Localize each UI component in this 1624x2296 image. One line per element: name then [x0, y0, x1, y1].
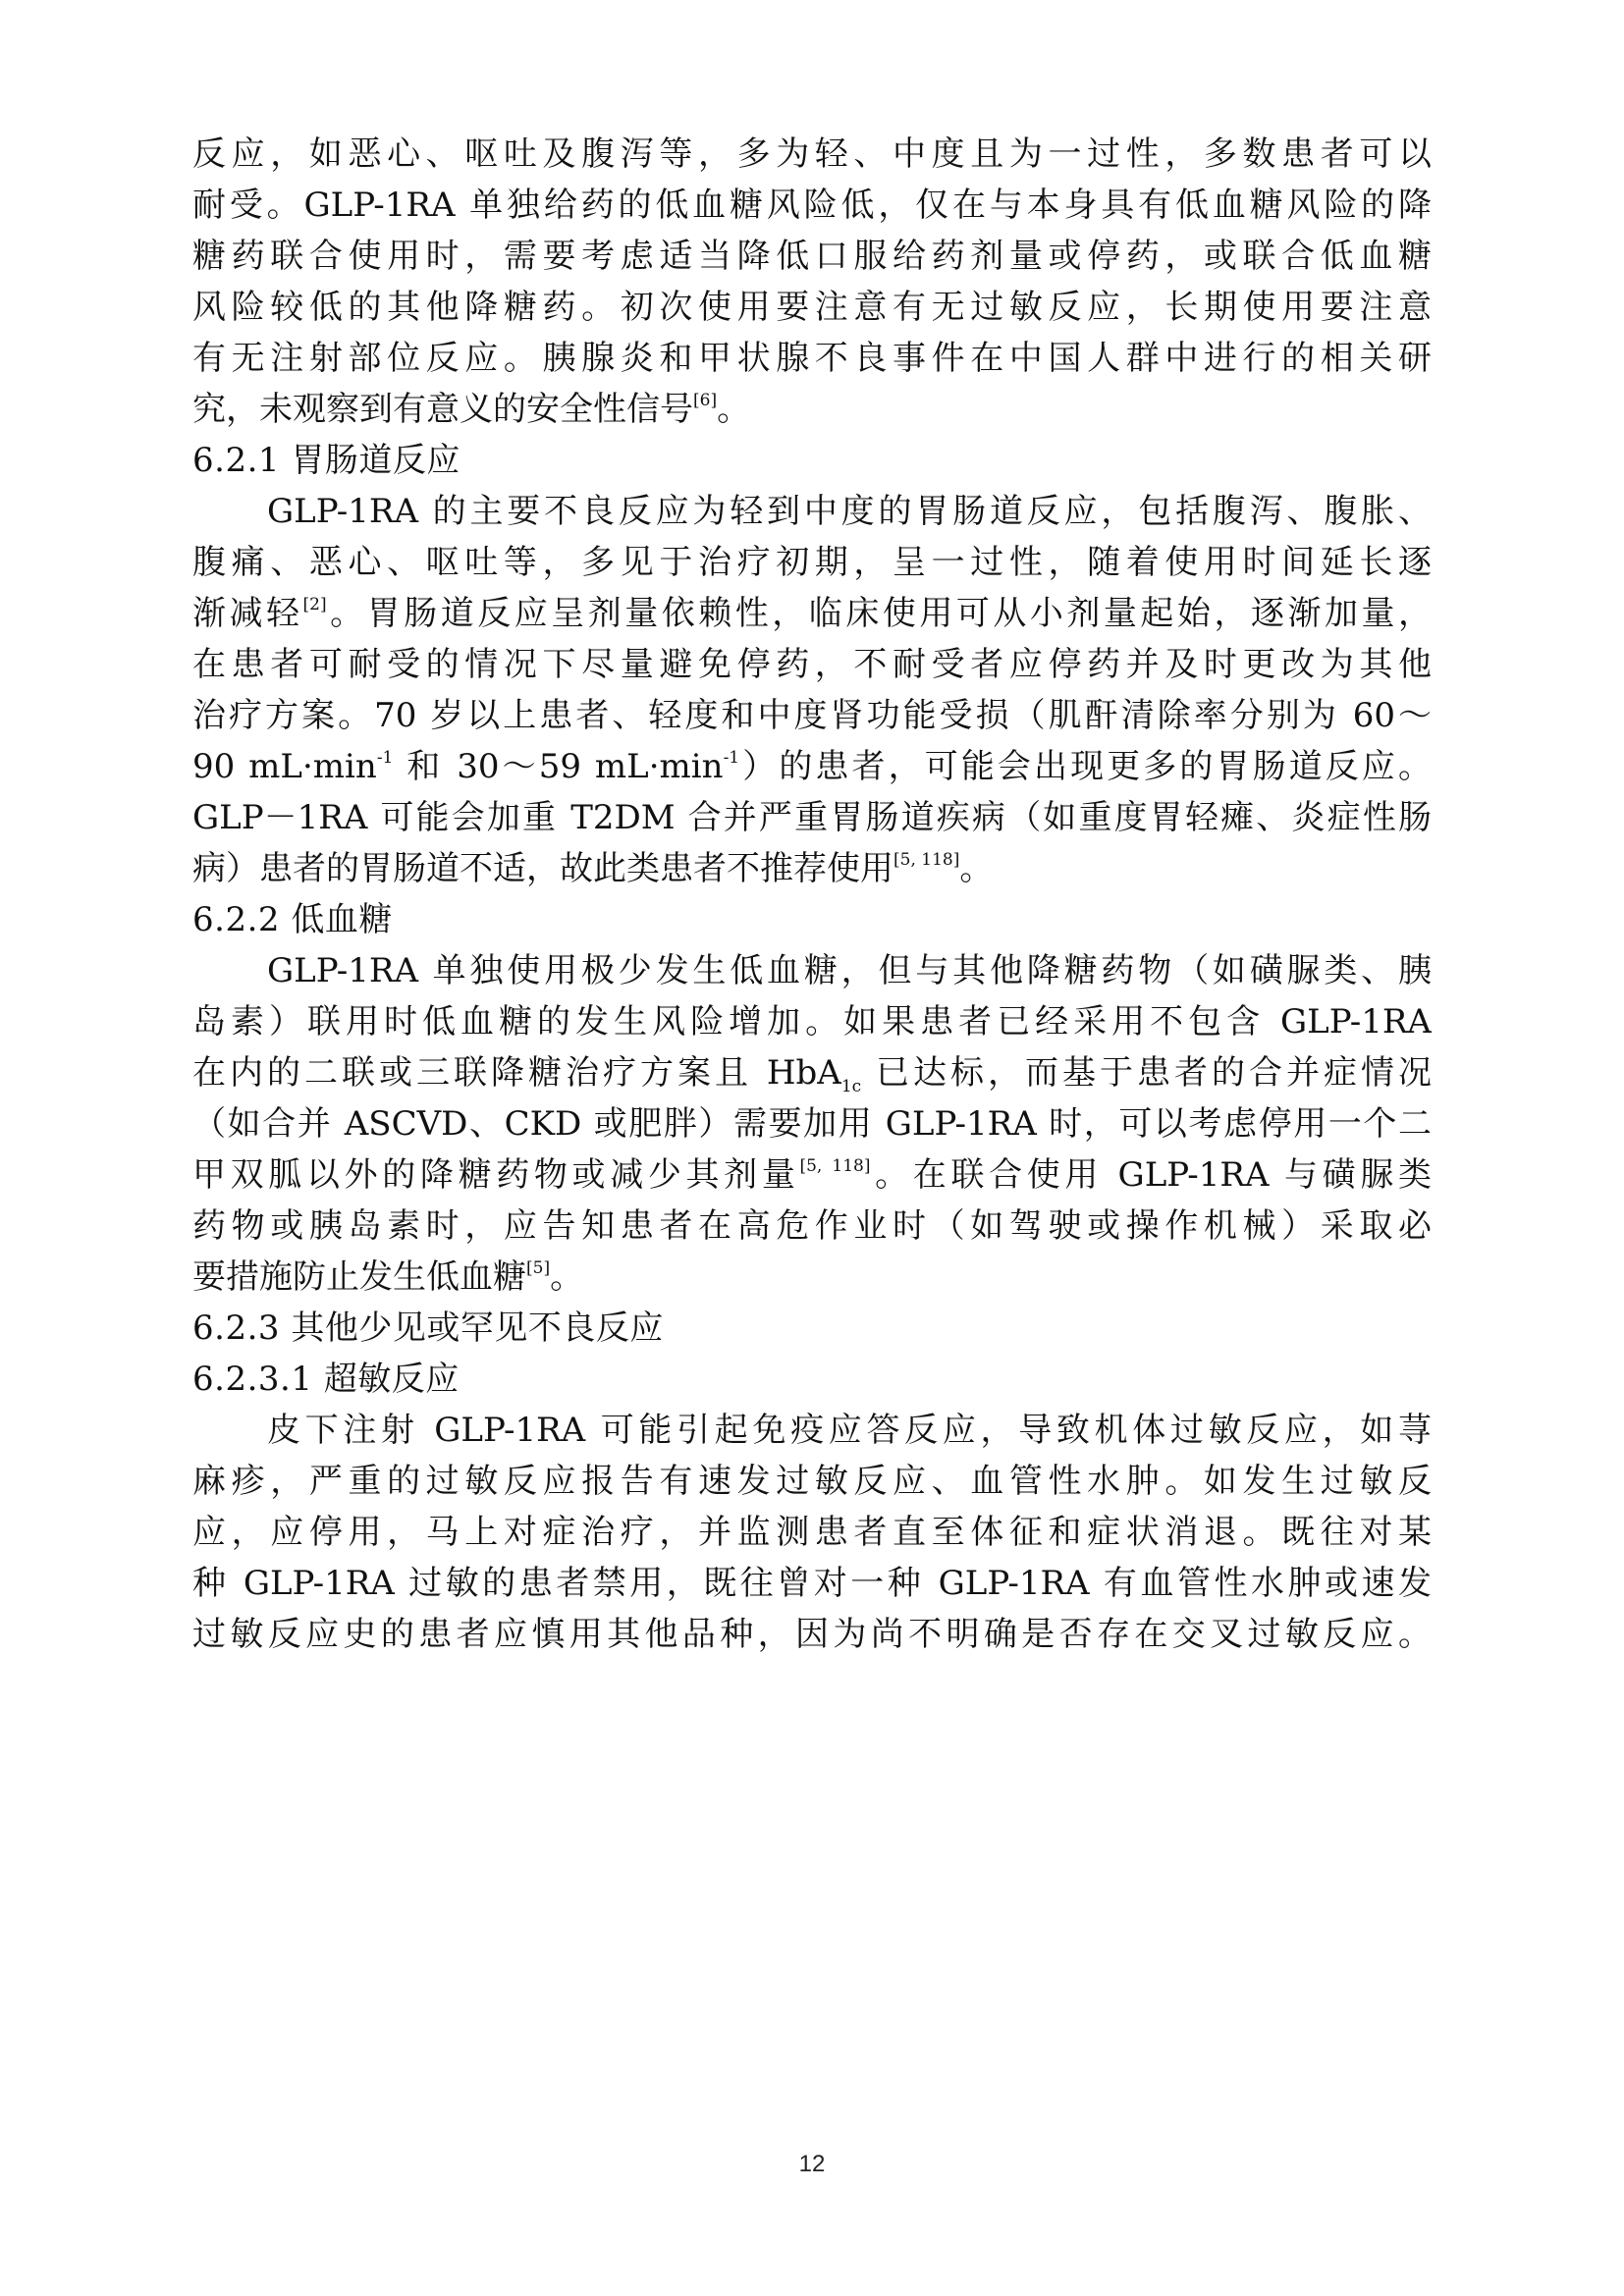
line-text: 。: [717, 390, 751, 429]
line-text: 要措施防止发生低血糖: [192, 1257, 526, 1297]
line-text: ）的患者，可能会出现更多的胃肠道反应。: [739, 747, 1432, 786]
citation: [6]: [693, 390, 718, 410]
line-text: 究，未观察到有意义的安全性信号: [192, 390, 693, 429]
line-text: 种 GLP-1RA 过敏的患者禁用，既往曾对一种 GLP-1RA 有血管性水肿或速发: [192, 1564, 1432, 1603]
line-text: 治疗方案。70 岁以上患者、轻度和中度肾功能受损（肌酐清除率分别为 60～: [192, 696, 1432, 735]
subscript: 1c: [840, 1076, 862, 1096]
citation: [5, 118]: [893, 849, 960, 870]
line-text: GLP-1RA 的主要不良反应为轻到中度的胃肠道反应，包括腹泻、腹胀、: [267, 492, 1432, 531]
line-text: 。: [550, 1257, 584, 1297]
line-text: 糖药联合使用时，需要考虑适当降低口服给药剂量或停药，或联合低血糖: [192, 237, 1432, 276]
line-text: 甲双胍以外的降糖药物或减少其剂量: [192, 1155, 800, 1195]
line-text: 病）患者的胃肠道不适，故此类患者不推荐使用: [192, 849, 893, 888]
line-text: 在内的二联或三联降糖治疗方案且 HbA: [192, 1053, 841, 1093]
line-text: 岛素）联用时低血糖的发生风险增加。如果患者已经采用不包含 GLP-1RA: [192, 1002, 1432, 1041]
line-text: 应，应停用，马上对症治疗，并监测患者直至体征和症状消退。既往对某: [192, 1513, 1432, 1552]
exponent: -1: [376, 747, 394, 768]
line-text: 耐受。GLP-1RA 单独给药的低血糖风险低，仅在与本身具有低血糖风险的降: [192, 186, 1432, 225]
line-text: 。在联合使用 GLP-1RA 与磺脲类: [870, 1155, 1432, 1195]
line-text: GLP-1RA 单独使用极少发生低血糖，但与其他降糖药物（如磺脲类、胰: [267, 951, 1432, 990]
line-text: 。: [959, 849, 994, 888]
line-text: （如合并 ASCVD、CKD 或肥胖）需要加用 GLP-1RA 时，可以考虑停用一个二: [192, 1104, 1432, 1144]
exponent: -1: [723, 747, 740, 768]
line-text: 。胃肠道反应呈剂量依赖性，临床使用可从小剂量起始，逐渐加量，: [326, 594, 1432, 633]
heading-text: 6.2.1 胃肠道反应: [192, 441, 460, 480]
heading-text: 6.2.2 低血糖: [192, 900, 393, 939]
page-number: 12: [798, 2151, 826, 2177]
line-text: 皮下注射 GLP-1RA 可能引起免疫应答反应，导致机体过敏反应，如荨: [267, 1411, 1432, 1450]
line-text: 在患者可耐受的情况下尽量避免停药，不耐受者应停药并及时更改为其他: [192, 645, 1432, 684]
heading-text: 6.2.3 其他少见或罕见不良反应: [192, 1308, 664, 1348]
citation: [5]: [526, 1257, 551, 1278]
line-text: 有无注射部位反应。胰腺炎和甲状腺不良事件在中国人群中进行的相关研: [192, 339, 1432, 378]
line-text: 风险较低的其他降糖药。初次使用要注意有无过敏反应，长期使用要注意: [192, 288, 1432, 327]
line-text: 和 30～59 mL·min: [393, 747, 724, 786]
line-text: 90 mL·min: [192, 747, 377, 786]
body-line-30: [192, 1603, 1432, 1666]
line-text: 腹痛、恶心、呕吐等，多见于治疗初期，呈一过性，随着使用时间延长逐: [192, 543, 1432, 582]
line-text: GLP－1RA 可能会加重 T2DM 合并严重胃肠道疾病（如重度胃轻瘫、炎症性肠: [192, 798, 1432, 837]
heading-text: 6.2.3.1 超敏反应: [192, 1360, 460, 1399]
citation: [5, 118]: [799, 1155, 871, 1176]
line-text: 药物或胰岛素时，应告知患者在高危作业时（如驾驶或操作机械）采取必: [192, 1206, 1432, 1246]
line-text: 麻疹，严重的过敏反应报告有速发过敏反应、血管性水肿。如发生过敏反: [192, 1462, 1432, 1501]
citation: [2]: [302, 594, 327, 614]
line-text: 反应，如恶心、呕吐及腹泻等，多为轻、中度且为一过性，多数患者可以: [192, 134, 1432, 174]
line-text: 过敏反应史的患者应慎用其他品种，因为尚不明确是否存在交叉过敏反应。: [192, 1615, 1432, 1654]
line-text: 渐减轻: [192, 594, 303, 633]
line-text: 已达标，而基于患者的合并症情况: [861, 1053, 1432, 1093]
